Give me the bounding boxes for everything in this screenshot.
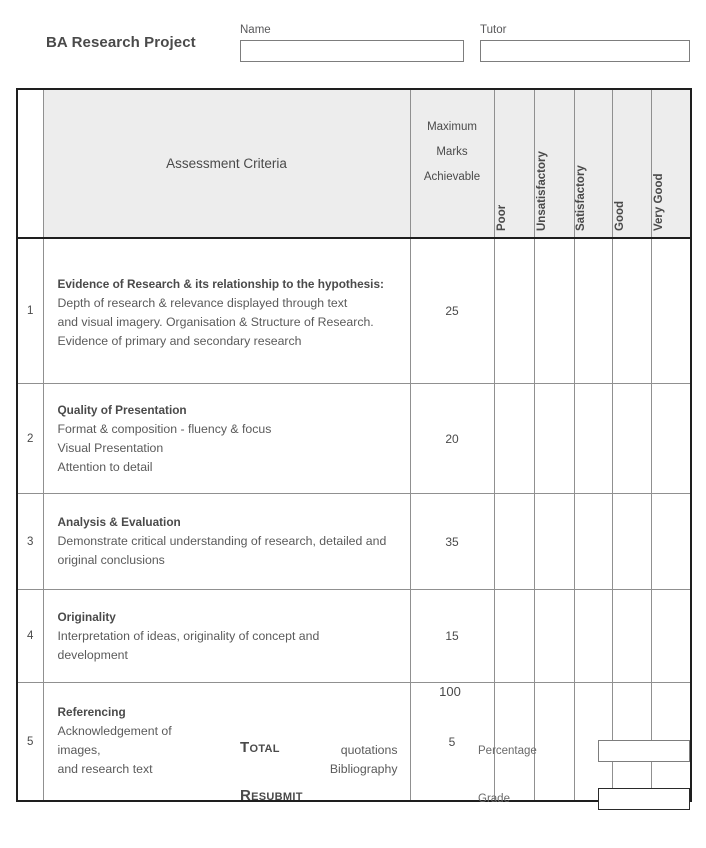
criteria-description [43,238,410,384]
criteria-line: Acknowledgement of [57,724,172,738]
table-row [17,683,691,802]
score-cell-very-good[interactable] [651,590,691,683]
header-maximum-marks [410,89,494,238]
criteria-title: Quality of Presentation [57,402,187,417]
header-grade-poor-label: Poor [496,204,508,231]
header-grade-unsatisfactory [534,89,574,238]
percentage-label: Percentage [478,745,537,757]
criteria-line: development [57,647,128,662]
name-field-group [240,24,464,62]
score-cell-unsatisfactory[interactable] [534,683,574,802]
header-grade-poor [494,89,534,238]
header-grade-satisfactory-label: Satisfactory [575,165,587,231]
score-cell-good[interactable] [612,384,651,494]
table-header-row [17,89,691,238]
row-number: 2 [17,384,43,494]
maximum-marks-value: 35 [410,494,494,590]
criteria-line: Depth of research & relevance displayed through text [57,295,348,310]
criteria-title: Evidence of Research & its relationship to the hypothesis: [57,276,384,291]
criteria-title: Referencing [57,705,126,719]
header-grade-satisfactory [574,89,612,238]
header-grade-very-good [651,89,691,238]
name-input[interactable] [240,40,464,62]
criteria-split-left: and research text [57,762,153,776]
total-marks-sum: 100 [439,684,461,699]
score-cell-poor[interactable] [494,683,534,802]
criteria-split-right: quotations [340,743,398,757]
criteria-line: original conclusions [57,552,165,567]
maximum-marks-value: 15 [410,590,494,683]
score-cell-unsatisfactory[interactable] [534,384,574,494]
score-cell-unsatisfactory[interactable] [534,238,574,384]
row-number: 4 [17,590,43,683]
percentage-input[interactable] [598,740,690,762]
page-title: BA Research Project [46,34,196,51]
table-row [17,238,691,384]
total-label: Total [240,739,280,756]
score-cell-good[interactable] [612,494,651,590]
criteria-title: Originality [57,609,116,624]
criteria-line: Demonstrate critical understanding of research, detailed and [57,533,387,548]
tutor-label: Tutor [480,24,507,36]
table-body [17,238,691,801]
score-cell-satisfactory[interactable] [574,384,612,494]
criteria-split-right: Bibliography [329,762,398,776]
row-number: 3 [17,494,43,590]
table-row [17,494,691,590]
header-max-line-2: Marks [436,146,468,158]
score-cell-poor[interactable] [494,590,534,683]
criteria-description [43,494,410,590]
score-cell-poor[interactable] [494,494,534,590]
row-number: 5 [17,683,43,802]
criteria-line: and visual imagery. Organisation & Structure of Research. [57,314,374,329]
score-cell-poor[interactable] [494,238,534,384]
score-cell-very-good[interactable] [651,384,691,494]
grade-label: Grade [478,793,510,805]
header-grade-good-label: Good [613,200,626,231]
criteria-description [43,384,410,494]
header-assessment-criteria: Assessment Criteria [43,89,410,238]
score-cell-unsatisfactory[interactable] [534,590,574,683]
score-cell-satisfactory[interactable] [574,590,612,683]
score-cell-unsatisfactory[interactable] [534,494,574,590]
tutor-input[interactable] [480,40,690,62]
name-label: Name [240,24,271,36]
header-max-line-1: Maximum [427,121,477,133]
maximum-marks-value: 25 [410,238,494,384]
header-grade-good [612,89,651,238]
score-cell-good[interactable] [612,238,651,384]
tutor-field-group [480,24,690,62]
grade-input[interactable] [598,788,690,810]
score-cell-satisfactory[interactable] [574,494,612,590]
criteria-line: Format & composition - fluency & focus [57,421,272,436]
header-grade-very-good-label: Very Good [652,173,665,231]
row-number: 1 [17,238,43,384]
criteria-split-line [58,760,398,779]
criteria-line: Interpretation of ideas, originality of concept and [57,628,320,643]
maximum-marks-value: 5 [410,683,494,802]
criteria-description [43,683,410,802]
score-cell-good[interactable] [612,590,651,683]
criteria-line: Evidence of primary and secondary research [57,333,302,348]
score-cell-satisfactory[interactable] [574,238,612,384]
score-cell-poor[interactable] [494,384,534,494]
resubmit-label: Resubmit [240,787,303,804]
header-number-cell [17,89,43,238]
criteria-split-line [58,741,398,760]
score-cell-very-good[interactable] [651,238,691,384]
criteria-line: Visual Presentation [57,440,164,455]
criteria-title: Analysis & Evaluation [57,514,181,529]
maximum-marks-value: 20 [410,384,494,494]
criteria-line: Attention to detail [57,459,153,474]
score-cell-very-good[interactable] [651,494,691,590]
assessment-criteria-table [16,88,692,802]
header-grade-unsatisfactory-label: Unsatisfactory [536,151,548,231]
table-row [17,590,691,683]
form-header [0,0,706,86]
header-max-line-3: Achievable [423,171,481,183]
criteria-split-left: images, [57,743,101,757]
table-row [17,384,691,494]
criteria-description [43,590,410,683]
